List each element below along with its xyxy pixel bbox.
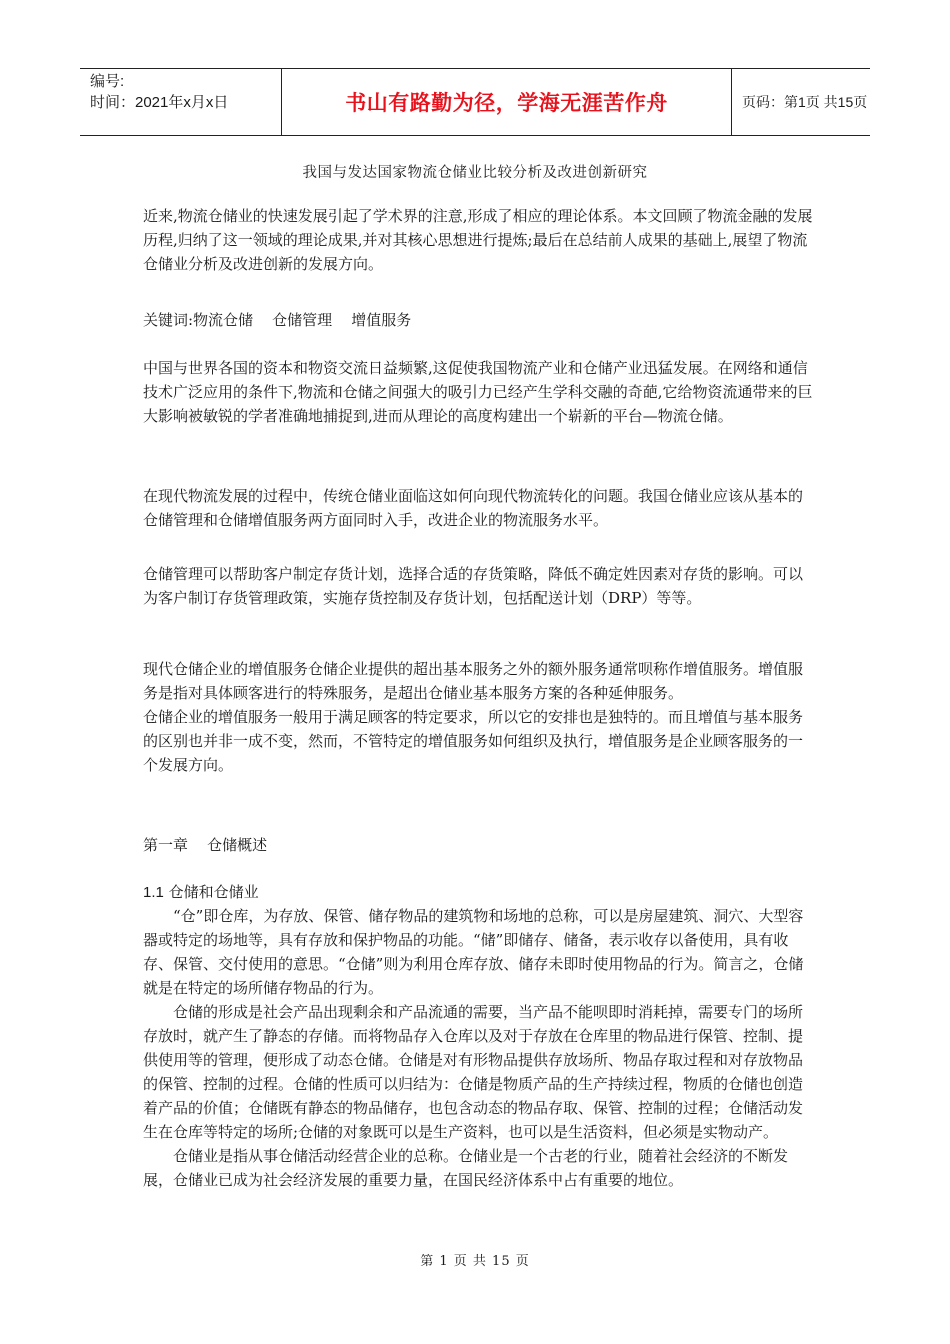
intro-paragraph-1: 中国与世界各国的资本和物资交流日益频繁,这促使我国物流产业和仓储产业迅猛发展。在网络和通信技术广泛应用的条件下,物流和仓储之间强大的吸引力已经产生学科交融的奇葩,它给物资流通带来的巨大影响被敏锐的学者准确地捕捉到,进而从理论的高度构建出一个崭新的平台—物流仓储。	[143, 359, 813, 425]
document-header	[80, 68, 870, 136]
intro-paragraph-3: 仓储管理可以帮助客户制定存货计划，选择合适的存货策略，降低不确定姓因素对存货的影响。可以为客户制订存货管理政策，实施存货控制及存货计划，包括配送计划（DRP）等等。	[143, 565, 804, 607]
abstract-paragraph: 近来,物流仓储业的快速发展引起了学术界的注意,形成了相应的理论体系。本文回顾了物流金融的发展历程,归纳了这一领域的理论成果,并对其核心思想进行提炼;最后在总结前人成果的基础上,展望了物流仓储业分析及改进创新的发展方向。	[143, 207, 813, 273]
section-paragraph-1: “仓”即仓库，为存放、保管、储存物品的建筑物和场地的总称，可以是房屋建筑、洞穴、大型容器或特定的场地等，具有存放和保护物品的功能。“储”即储存、储备，表示收存以备使用，具有收存、保管、交付使用的意思。“仓储”则为利用仓库存放、储存未即时使用物品的行为。简言之，仓储就是在特定的场所储存物品的行为。	[143, 907, 804, 997]
header-page-cell	[732, 69, 870, 135]
value-added-definition: 现代仓储企业的增值服务仓储企业提供的超出基本服务之外的额外服务通常呗称作增值服务。增值服务是指对具体顾客进行的特殊服务，是超出仓储业基本服务方案的各种延伸服务。	[143, 660, 804, 702]
header-motto-cell	[282, 69, 732, 135]
section-number: 1.1	[143, 884, 164, 901]
chapter-heading: 第一章 仓储概述	[143, 836, 268, 854]
intro-paragraph-4	[143, 657, 813, 777]
motto-text: 书山有路勤为径，学海无涯苦作舟	[345, 91, 668, 115]
page-footer: 第 1 页 共 15 页	[420, 1254, 530, 1269]
header-meta-cell	[80, 69, 282, 135]
section-paragraph-2: 仓储的形成是社会产品出现剩余和产品流通的需要，当产品不能呗即时消耗掉，需要专门的场所存放时，就产生了静态的存储。而将物品存入仓库以及对于存放在仓库里的物品进行保管、控制、提供使用等的管理，便形成了动态仓储。仓储是对有形物品提供存放场所、物品存取过程和对存放物品的保管、控制的过程。仓储的性质可以归结为：仓储是物质产品的生产持续过程，物质的仓储也创造着产品的价值；仓储既有静态的物品储存，也包含动态的物品存取、保管、控制的过程；仓储活动发生在仓库等特定的场所;仓储的对象既可以是生产资料，也可以是生活资料，但必须是实物动产。	[143, 1003, 804, 1141]
section-heading	[143, 880, 813, 905]
section-paragraph-3: 仓储业是指从事仓储活动经营企业的总称。仓储业是一个古老的行业，随着社会经济的不断发展，仓储业已成为社会经济发展的重要力量，在国民经济体系中占有重要的地位。	[143, 1147, 789, 1189]
page-indicator: 页码：第1页 共15页	[742, 94, 868, 110]
section-body	[143, 904, 813, 1192]
value-added-direction: 仓储企业的增值服务一般用于满足顾客的特定要求，所以它的安排也是独特的。而且增值与基本服务的区别也并非一成不变，然而，不管特定的增值服务如何组织及执行，增值服务是企业顾客服务的一个发展方向。	[143, 708, 804, 774]
section-title: 仓储和仓储业	[163, 883, 259, 901]
keywords-line: 关键词:物流仓储 仓储管理 增值服务	[143, 311, 412, 329]
intro-paragraph-2: 在现代物流发展的过程中，传统仓储业面临这如何向现代物流转化的问题。我国仓储业应该从基本的仓储管理和仓储增值服务两方面同时入手，改进企业的物流服务水平。	[143, 487, 804, 529]
document-title: 我国与发达国家物流仓储业比较分析及改进创新研究	[302, 165, 648, 181]
document-time-label: 时间：2021年x月x日	[90, 94, 229, 111]
document-number-label: 编号:	[90, 73, 125, 90]
